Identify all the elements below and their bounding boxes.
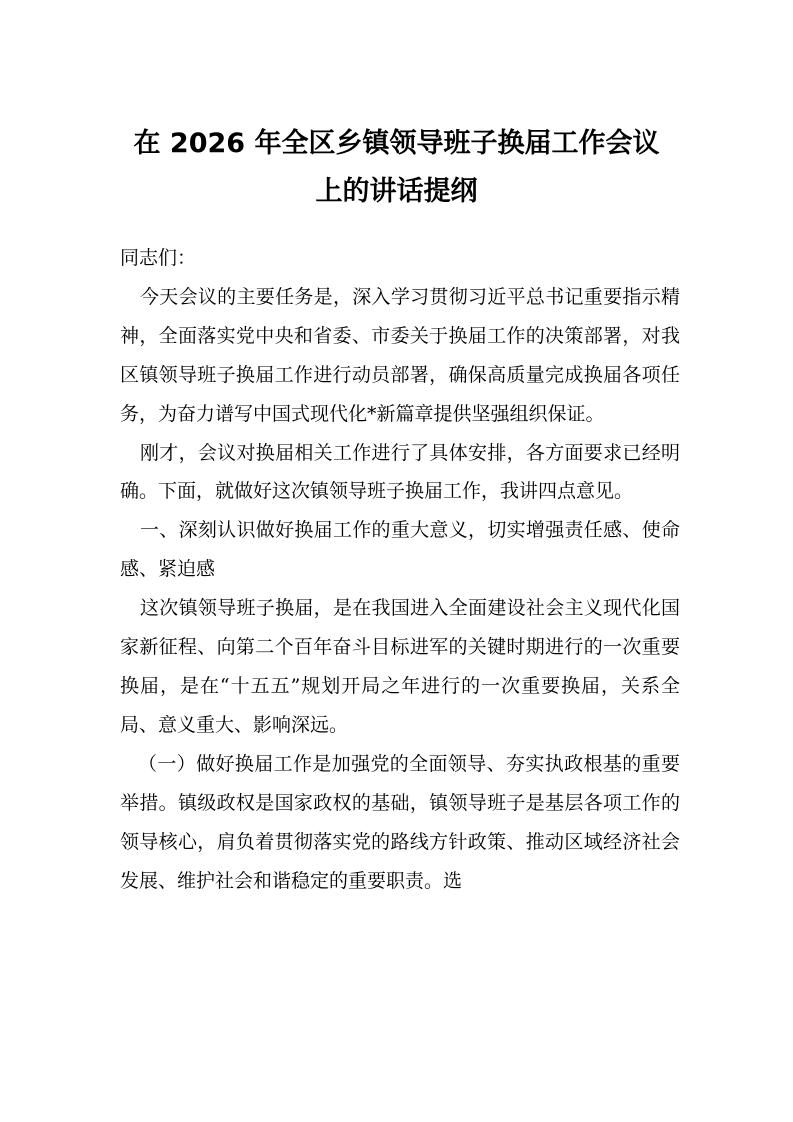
document-title-line-1: 在 2026 年全区乡镇领导班子换届工作会议: [133, 128, 660, 159]
paragraph-section-1: 这次镇领导班子换届，是在我国进入全面建设社会主义现代化国家新征程、向第二个百年奋斗目标进军的关键时期进行的一次重要换届，是在“十五五”规划开局之年进行的一次重要换届，关系全局、意义重大、影响深远。: [120, 597, 680, 736]
section-heading-1: 一、深刻认识做好换届工作的重大意义，切实增强责任感、使命感、紧迫感: [120, 519, 680, 581]
document-title-line-2: 上的讲话提纲: [315, 176, 478, 207]
paragraph-subsection-1: （一）做好换届工作是加强党的全面领导、夯实执政根基的重要举措。镇级政权是国家政权的基础，镇领导班子是基层各项工作的领导核心，肩负着贯彻落实党的路线方针政策、推动区域经济社会发展、维护社会和谐稳定的重要职责。选: [120, 752, 680, 892]
paragraph-overview: 刚才，会议对换届相关工作进行了具体安排，各方面要求已经明确。下面，就做好这次镇领导班子换届工作，我讲四点意见。: [120, 441, 680, 503]
paragraph-intro: 今天会议的主要任务是，深入学习贯彻习近平总书记重要指示精神，全面落实党中央和省委、市委关于换届工作的决策部署，对我区镇领导班子换届工作进行动员部署，确保高质量完成换届各项任务，为奋力谱写中国式现代化*新篇章提供坚强组织保证。: [120, 285, 680, 425]
salutation: 同志们：: [120, 247, 197, 269]
document-body: [120, 239, 680, 900]
